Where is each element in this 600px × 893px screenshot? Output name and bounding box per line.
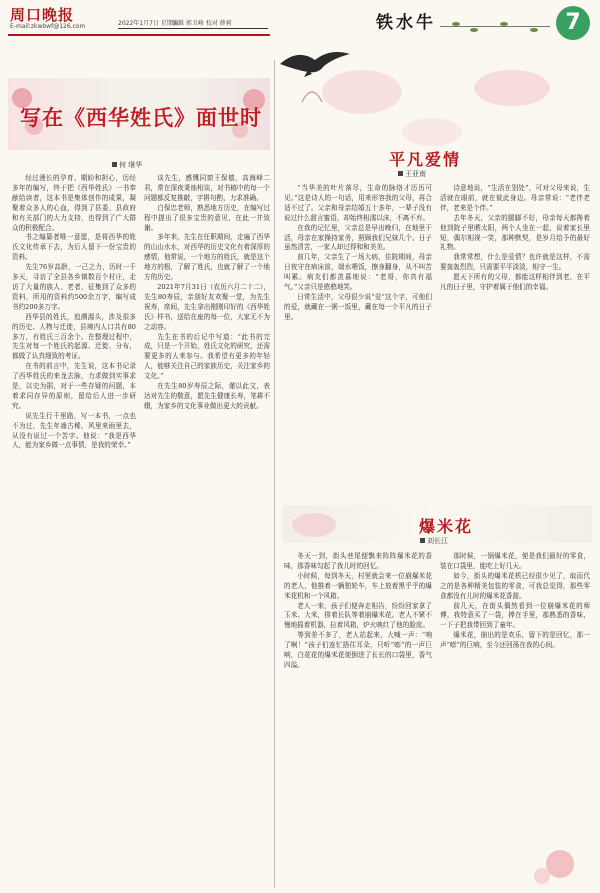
byline-marker [420, 538, 425, 543]
header-rule [118, 28, 268, 29]
article-column [12, 174, 136, 886]
paragraph: 先生在书的后记中写道：“此书的完成，只是一个开始，姓氏文化的研究，还需要更多的人来参与。我希望有更多的年轻人，能够关注自己的家族历史，关注家乡的文化。” [144, 332, 270, 381]
paragraph: 经过漫长的孕育、期盼和担心，历经多年的编写，终于把《西华姓氏》一书奉献给读者，这本书是集体创作的成果，凝聚着众多人的心血，得到了县委、县政府和有关部门的大力支持，也得到了广大群众的积极配合。 [12, 174, 136, 232]
paragraph: 去年冬天，父亲的腿脚不好，母亲每天都搀着他到院子里晒太阳，两个人坐在一起，说着家长里短，偶尔相视一笑，那种默契，是岁月给予的最好礼物。 [440, 213, 590, 252]
paragraph: 在先生80岁寿辰之际，谨以此文，表达对先生的敬意，愿先生健康长寿，笔耕不辍，为家乡的文化事业做出更大的贡献。 [144, 382, 270, 410]
article-column [284, 184, 432, 500]
header-red-rule [8, 34, 270, 36]
paragraph: 等到差不多了，老人站起来，大喊一声：“响了啊！”孩子们连忙捂住耳朵，只听“嘭”的一声巨响，白花花的爆米花便倒进了长长的口袋里，香气四溢。 [284, 631, 432, 669]
paragraph: 老人一来，孩子们便奔走相告，纷纷回家拿了玉米、大米，排着长队等着崩爆米花。老人不紧不慢地摇着机器，拉着风箱，炉火映红了他的脸庞。 [284, 601, 432, 630]
article-column [284, 552, 432, 886]
paragraph: 白保忠老师，熟悉地方历史，在编写过程中提出了很多宝贵的意见，在此一并致谢。 [144, 203, 270, 232]
article-title: 爆米花 [419, 517, 474, 536]
article-column [440, 552, 590, 886]
leaf-icon [470, 28, 478, 32]
leaf-icon [530, 28, 538, 32]
article-column [144, 174, 270, 886]
article-author: 何 继华 [119, 161, 143, 169]
date-line: 2022年1月7日 星期五 [118, 20, 179, 27]
article-column [440, 184, 590, 500]
paragraph: 先生76岁高龄，一己之力，历时一千多天，寻访了全县各乡镇数百个村庄，走访了大量的族人、老者，征集到了众多的资料，所用的资料约500余万字，编写成书约200多万字。 [12, 263, 136, 311]
paragraph: 在我的记忆里，父亲总是早出晚归，在地里干活，母亲在家操持家务，照顾我们兄妹几个。日子虽然清苦，一家人却过得和和美美。 [284, 223, 432, 252]
column-divider [274, 60, 275, 888]
byline-marker [398, 171, 403, 176]
branch-decoration [440, 26, 550, 27]
paragraph: 前几天，在街头偶然看到一位崩爆米花的师傅，我特意买了一袋，捧在手里，那熟悉的香味，一下子把我带回到了童年。 [440, 601, 590, 630]
newspaper-logo: 周口晚报 [10, 6, 75, 24]
paragraph: 前几年，父亲生了一场大病，住院期间，母亲日夜守在病床前，端水喂饭，擦身翻身，从不叫苦叫累。病友们都羡慕地说：“老哥，你真有福气。”父亲只是憨憨地笑。 [284, 253, 432, 292]
paragraph: 愿天下所有的父母，都能这样相伴到老，在平凡的日子里，守护着属于他们的幸福。 [440, 273, 590, 292]
article-author: 刘长江 [427, 537, 448, 545]
paragraph: “当华美的叶片落尽，生命的脉络才历历可见。”这是诗人的一句话，用来形容我的父母，再合适不过了。父亲和母亲结婚五十多年，一辈子没有说过什么甜言蜜语，却始终相濡以沫，不离不弃。 [284, 184, 432, 222]
byline-marker [112, 162, 117, 167]
flower-icon [520, 840, 590, 888]
paragraph: 我常常想，什么是爱情？也许就是这样，不需要轰轰烈烈，只需要平平淡淡，相守一生。 [440, 253, 590, 272]
paragraph: 在书的前言中，先生说，这本书记录了西华姓氏的来龙去脉，力求做到实事求是，以史为据，对于一些存疑的问题，本着求同存异的原则，留给后人进一步研究。 [12, 362, 136, 410]
paragraph: 西华县的姓氏，追溯源头，涉及很多的历史、人物与迁徙，县境内人口共有80多万，有姓氏三百余个。在整理过程中，先生对每一个姓氏的起源、迁徙、分布，都做了认真细致的考证。 [12, 312, 136, 361]
petal-decoration [284, 505, 344, 545]
article-author: 王亚南 [405, 170, 426, 178]
article-title: 平凡爱情 [389, 150, 462, 169]
paragraph: 说先生行千里路，写一本书，一点也不为过，先生年逾古稀，风里来雨里去，从没有说过一个苦字。他说：“我是西华人，能为家乡做一点事情，是我的荣幸。” [12, 411, 136, 450]
paragraph: 2021年7月31日（农历六月二十二），先生80寿辰，亲朋好友欢聚一堂，为先生祝寿，席间，先生拿出刚刚印好的《西华姓氏》样书，送给在座的每一位，大家无不为之动容。 [144, 282, 270, 331]
paragraph: 书之编纂者唯一意愿，是将西华的姓氏文化传承下去，为后人留下一份宝贵的资料。 [12, 233, 136, 262]
page-number-badge: 7 [556, 6, 590, 40]
email-line: E-mail:zkwbwf@126.com [10, 23, 86, 30]
paragraph: 冬天一到，街头巷尾便飘来阵阵爆米花的香味，那香味勾起了我儿时的回忆。 [284, 552, 432, 570]
editor-line: 编辑 郭卫峰 校对 薛莉 [172, 20, 232, 27]
paragraph: 诗意地说，“生活在别处”，可对父母来说，生活就在眼前，就在彼此身边。母亲常说：“老伴老伴，老来是个伴。” [440, 184, 590, 212]
paragraph: 谈先生，感慨同窗王保德，高海峰二君，常在深夜秉烛相谈，对书稿中的每一个问题都反复推敲，字斟句酌，力求准确。 [144, 174, 270, 202]
paragraph: 小时候，每到冬天，村里就会来一位崩爆米花的老人，他推着一辆独轮车，车上放着黑乎乎的爆米花机和一个风箱。 [284, 571, 432, 600]
paragraph: 那时候，一锅爆米花，便是我们最好的零食，装在口袋里，能吃上好几天。 [440, 552, 590, 570]
paragraph: 多年来，先生在任职期间，走遍了西华的山山水水，对西华的历史文化有着深厚的感情，他常说，一个地方的姓氏，就是这个地方的根，了解了姓氏，也就了解了一个地方的历史。 [144, 233, 270, 282]
paragraph: 日常生活中，父母很少说“爱”这个字，可他们的爱，就藏在一粥一饭里，藏在每一个平凡的日子里。 [284, 292, 432, 321]
leaf-icon [452, 22, 460, 26]
paragraph: 爆米花，崩出的是欢乐，留下的是回忆，那一声“嘭”的巨响，至今还回荡在我的心间。 [440, 631, 590, 650]
paragraph: 如今，街头的爆米花机已经很少见了，取而代之的是各种精美包装的零食，可我总觉得，那些零食都没有儿时的爆米花香甜。 [440, 571, 590, 600]
article-title: 写在《西华姓氏》面世时 [20, 105, 262, 130]
leaf-icon [500, 22, 508, 26]
column-title: 铁水牛 [376, 13, 436, 33]
